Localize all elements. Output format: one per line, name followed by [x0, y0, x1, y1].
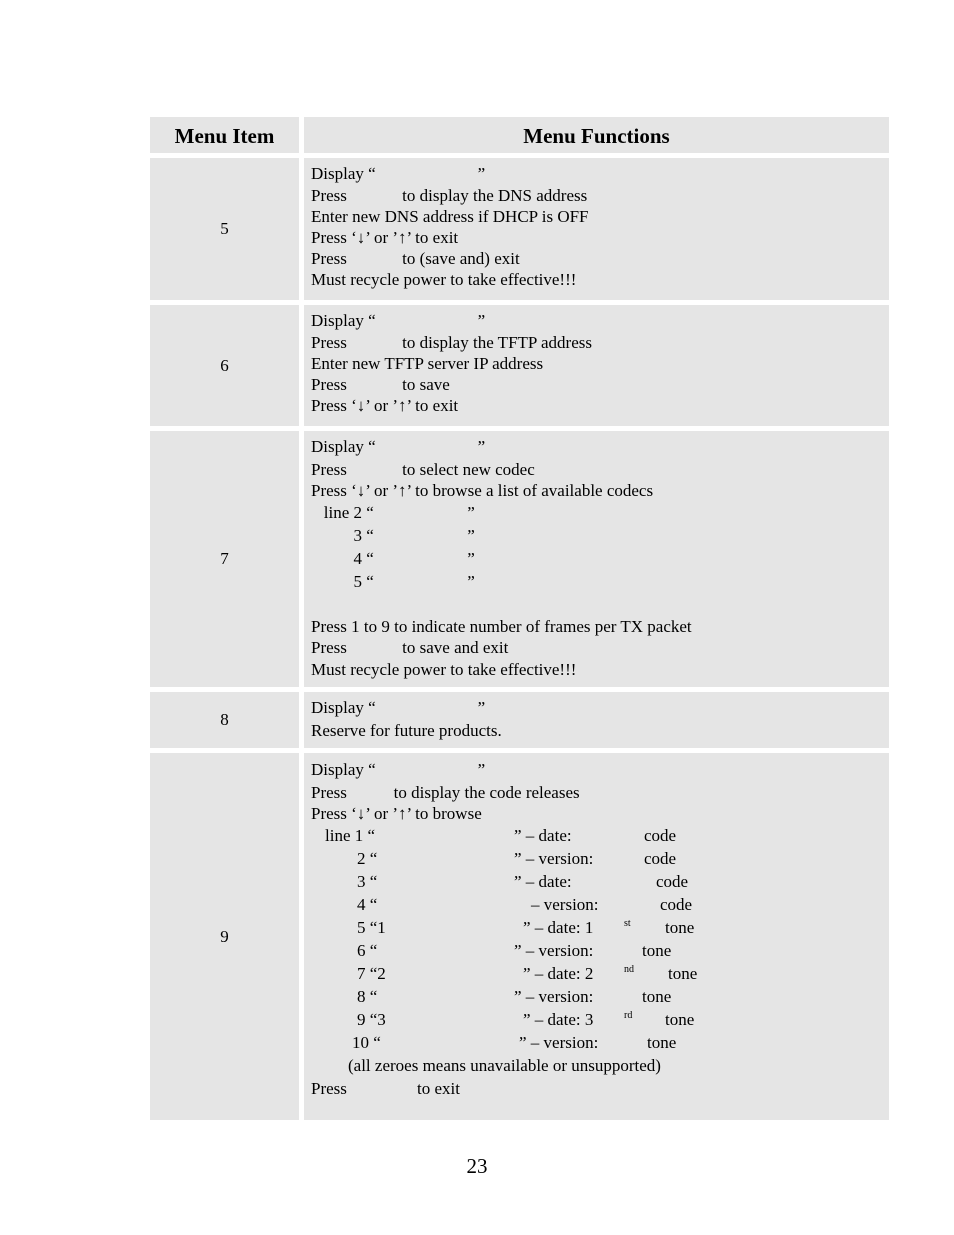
function-text: [304, 305, 889, 416]
availability-note-line: [311, 1055, 889, 1078]
function-line: Press to display the TFTP address: [311, 333, 592, 352]
function-line: Press to display the code releases: [311, 783, 580, 802]
function-line: Must recycle power to take effective!!!: [311, 270, 577, 289]
function-line: Reserve for future products.: [311, 721, 502, 740]
entry-type: code: [660, 895, 693, 914]
entry-label: 5 “1: [357, 918, 386, 937]
code-release-entry: [311, 871, 889, 894]
entry-label: 2 “: [357, 849, 378, 868]
function-line: Press to display the DNS address: [311, 186, 588, 205]
entry-field: – version:: [531, 895, 599, 914]
item-cell: [150, 431, 299, 687]
table-row: [150, 753, 889, 1120]
code-release-entry: [311, 825, 889, 848]
function-line: Press to select new codec: [311, 460, 535, 479]
menu-table: [150, 117, 889, 1120]
code-release-entry: [311, 963, 889, 986]
function-line: Press ‘↓’ or ’↑’ to browse a list of available codecs: [311, 481, 654, 500]
function-line: Press ‘↓’ or ’↑’ to exit: [311, 228, 459, 247]
function-line: Enter new DNS address if DHCP is OFF: [311, 207, 589, 226]
function-line: Display “ ”: [311, 311, 486, 330]
entry-field: ” – version:: [519, 1033, 599, 1052]
entry-field: ” – date: 3: [523, 1010, 594, 1029]
table-row: [150, 305, 889, 426]
entry-field: ” – version:: [514, 987, 594, 1006]
function-line: Press to save: [311, 375, 450, 394]
function-line: Display “ ”: [311, 698, 486, 717]
item-cell: [150, 158, 299, 300]
ordinal-suffix: st: [624, 918, 631, 929]
item-cell: [150, 692, 299, 748]
entry-type: tone: [642, 941, 672, 960]
entry-label: 6 “: [357, 941, 378, 960]
entry-label: 7 “2: [357, 964, 386, 983]
code-release-entry: [311, 1009, 889, 1032]
entry-label: 4 “: [357, 895, 378, 914]
table-row: [150, 692, 889, 748]
header-menu-item: Menu Item: [174, 124, 275, 148]
function-line: 4 “ ”: [311, 549, 475, 568]
entry-type: tone: [642, 987, 672, 1006]
entry-label: line 1 “: [325, 826, 376, 845]
code-release-entry: [311, 917, 889, 940]
item-number: 6: [220, 355, 229, 375]
header-cell-menu-functions: [304, 117, 889, 153]
code-release-list: [311, 825, 889, 1055]
function-line: Must recycle power to take effective!!!: [311, 660, 577, 679]
entry-label: 8 “: [357, 987, 378, 1006]
entry-type: tone: [665, 1010, 695, 1029]
function-cell: [304, 431, 889, 687]
function-text: [304, 158, 889, 290]
function-text: [304, 431, 889, 680]
item-number: 7: [220, 549, 229, 568]
entry-label: 10 “: [352, 1033, 381, 1052]
function-line: 3 “ ”: [311, 526, 475, 545]
table-row: [150, 158, 889, 300]
entry-type: tone: [647, 1033, 677, 1052]
function-line: Press ‘↓’ or ’↑’ to browse: [311, 804, 482, 823]
entry-field: ” – date:: [514, 872, 572, 891]
entry-label: 9 “3: [357, 1010, 386, 1029]
page-number: 23: [466, 1154, 488, 1178]
entry-field: ” – date:: [514, 826, 572, 845]
entry-type: tone: [668, 964, 698, 983]
exit-line: [311, 1078, 889, 1100]
function-line: line 2 “ ”: [311, 503, 475, 522]
availability-note: (all zeroes means unavailable or unsupported): [348, 1056, 661, 1075]
code-release-entry: [311, 986, 889, 1009]
table-row: [150, 431, 889, 687]
item-number: 5: [220, 219, 229, 238]
function-line: Display “ ”: [311, 164, 486, 183]
item-cell: [150, 305, 299, 426]
exit-text: to exit: [417, 1079, 460, 1098]
header-menu-functions: Menu Functions: [523, 124, 670, 148]
entry-field: ” – version:: [514, 849, 594, 868]
function-line: Press to (save and) exit: [311, 249, 520, 268]
function-line: Press ‘↓’ or ’↑’ to exit: [311, 396, 459, 415]
function-line: Press to save and exit: [311, 638, 509, 657]
entry-field: ” – version:: [514, 941, 594, 960]
function-line: Display “ ”: [311, 437, 486, 456]
entry-type: code: [656, 872, 689, 891]
function-cell: [304, 305, 889, 426]
function-text: [304, 692, 889, 741]
code-release-entry: [311, 1032, 889, 1055]
table-header: [150, 117, 889, 153]
function-text: [304, 753, 889, 1100]
function-line: Press 1 to 9 to indicate number of frames per TX packet: [311, 617, 692, 636]
entry-type: tone: [665, 918, 695, 937]
item-cell: [150, 753, 299, 1120]
function-cell: [304, 692, 889, 748]
function-cell: [304, 753, 889, 1120]
entry-type: code: [644, 849, 677, 868]
item-number: 8: [220, 710, 229, 729]
exit-press: Press: [311, 1079, 347, 1098]
blank-line: [311, 594, 889, 616]
entry-field: ” – date: 1: [523, 918, 594, 937]
code-release-entry: [311, 894, 889, 917]
entry-label: 3 “: [357, 872, 378, 891]
code-release-entry: [311, 940, 889, 963]
function-cell: [304, 158, 889, 300]
entry-field: ” – date: 2: [523, 964, 594, 983]
function-line: Enter new TFTP server IP address: [311, 354, 544, 373]
ordinal-suffix: nd: [624, 964, 634, 975]
header-cell-menu-item: [150, 117, 299, 153]
item-number: 9: [220, 926, 229, 946]
function-line: 5 “ ”: [311, 572, 475, 591]
entry-type: code: [644, 826, 677, 845]
code-release-entry: [311, 848, 889, 871]
function-line: Display “ ”: [311, 760, 486, 779]
ordinal-suffix: rd: [624, 1010, 633, 1021]
